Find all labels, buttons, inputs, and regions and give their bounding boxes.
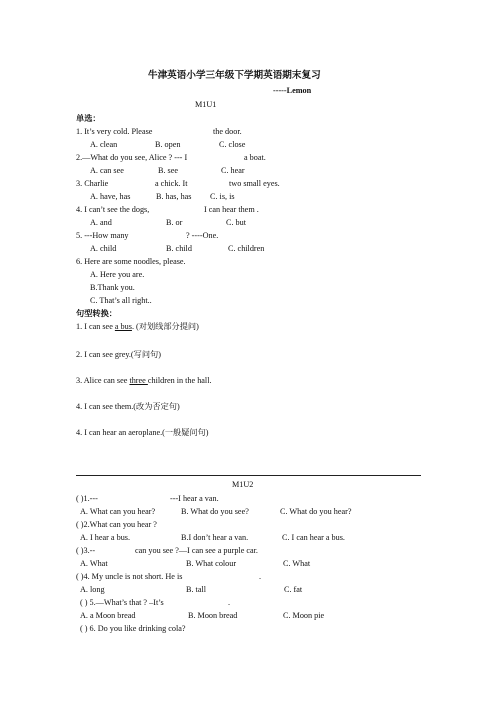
section-heading-transform: 句型转换： (76, 309, 117, 318)
question-5-option-b: B. child (166, 244, 192, 253)
transform-3 (76, 376, 212, 386)
transform-1-pre: 1. I can see (76, 322, 115, 331)
section-heading-single-choice: 单选： (76, 114, 101, 123)
u2-question-1-option-b: B. What do you see? (181, 507, 249, 516)
u2-question-5-stem: ( ) 5.—What’s that ? –It’s (80, 598, 164, 607)
question-2-option-b: B. see (158, 166, 179, 175)
u2-question-1-stem: ( )1.--- (76, 494, 98, 503)
transform-3-underlined: three (129, 376, 148, 385)
question-1-tail: the door. (213, 127, 242, 136)
u2-question-1-option-c: C. What do you hear? (280, 507, 352, 516)
u2-question-4-option-b: B. tall (186, 585, 207, 594)
question-3-option-b: B. has, has (156, 192, 192, 201)
transform-4: 4. I can see them.(改为否定句) (76, 402, 180, 411)
u2-question-5-option-b: B. Moon bread (188, 611, 238, 620)
question-1-option-b: B. open (155, 140, 181, 149)
question-2-stem: 2.—What do you see, Alice ? --- I (76, 153, 188, 162)
question-6-option-c: C. That’s all right.. (90, 296, 152, 305)
u2-question-2-option-c: C. I can hear a bus. (282, 533, 345, 542)
u2-question-4-tail: . (259, 572, 262, 581)
question-5-option-c: C. children (228, 244, 265, 253)
u2-question-3-tail: can you see ?—I can see a purple car. (135, 546, 258, 555)
question-3-option-a: A. have, has (90, 192, 131, 201)
question-5-option-a: A. child (90, 244, 117, 253)
transform-1-underlined: a bus (114, 322, 132, 331)
u2-question-4-stem: ( )4. My uncle is not short. He is (76, 572, 183, 581)
unit-heading-2: M1U2 (232, 480, 254, 489)
u2-question-6-stem: ( ) 6. Do you like drinking cola? (80, 624, 186, 633)
u2-question-5-option-a: A. a Moon bread (80, 611, 136, 620)
question-3-option-c: C. is, is (210, 192, 235, 201)
u2-question-4-option-c: C. fat (284, 585, 303, 594)
transform-1-post: . (对划线部分提问) (131, 322, 199, 331)
u2-question-5-option-c: C. Moon pie (283, 611, 325, 620)
u2-question-3-stem: ( )3.-- (76, 546, 96, 555)
question-2-option-c: C. hear (221, 166, 245, 175)
question-3-mid: a chick. It (155, 179, 188, 188)
question-2-option-a: A. can see (90, 166, 124, 175)
page-title: 牛津英语小学三年级下学期英语期末复习 (148, 70, 321, 81)
author: -----Lemon (273, 86, 312, 95)
u2-question-1-tail: ---I hear a van. (170, 494, 219, 503)
u2-question-3-option-b: B. What colour (186, 559, 237, 568)
question-6-option-b: B.Thank you. (90, 283, 135, 292)
question-1-stem: 1. It’s very cold. Please (76, 127, 153, 136)
transform-2: 2. I can see grey.(写问句) (76, 350, 161, 359)
question-1-option-a: A. clean (90, 140, 118, 149)
question-4-stem: 4. I can’t see the dogs, (76, 205, 150, 214)
u2-question-2-stem: ( )2.What can you hear ? (76, 520, 157, 529)
question-3-stem: 3. Charlie (76, 179, 109, 188)
transform-3-pre: 3. Alice can see (76, 376, 130, 385)
transform-3-post: children in the hall. (147, 376, 212, 385)
u2-question-3-option-c: C. What (283, 559, 311, 568)
transform-5: 4. I can hear an aeroplane.(一般疑问句) (76, 428, 209, 437)
u2-question-5-tail: . (228, 598, 231, 607)
question-6-option-a: A. Here you are. (90, 270, 145, 279)
u2-question-2-option-a: A. I hear a bus. (80, 533, 131, 542)
question-4-tail: I can hear them . (204, 205, 259, 214)
question-1-option-c: C. close (219, 140, 246, 149)
question-5-tail: ? ----One. (186, 231, 219, 240)
question-4-option-a: A. and (90, 218, 112, 227)
question-4-option-c: C. but (226, 218, 247, 227)
u2-question-1-option-a: A. What can you hear? (80, 507, 156, 516)
unit-heading-1: M1U1 (195, 100, 217, 109)
u2-question-2-option-b: B.I don’t hear a van. (181, 533, 249, 542)
question-4-option-b: B. or (166, 218, 183, 227)
question-5-stem: 5. ---How many (76, 231, 129, 240)
question-2-tail: a boat. (244, 153, 266, 162)
u2-question-4-option-a: A. long (80, 585, 105, 594)
question-3-tail: two small eyes. (229, 179, 280, 188)
section-divider (76, 475, 421, 476)
question-6-stem: 6. Here are some noodles, please. (76, 257, 186, 266)
transform-1 (76, 322, 199, 332)
u2-question-3-option-a: A. What (80, 559, 108, 568)
